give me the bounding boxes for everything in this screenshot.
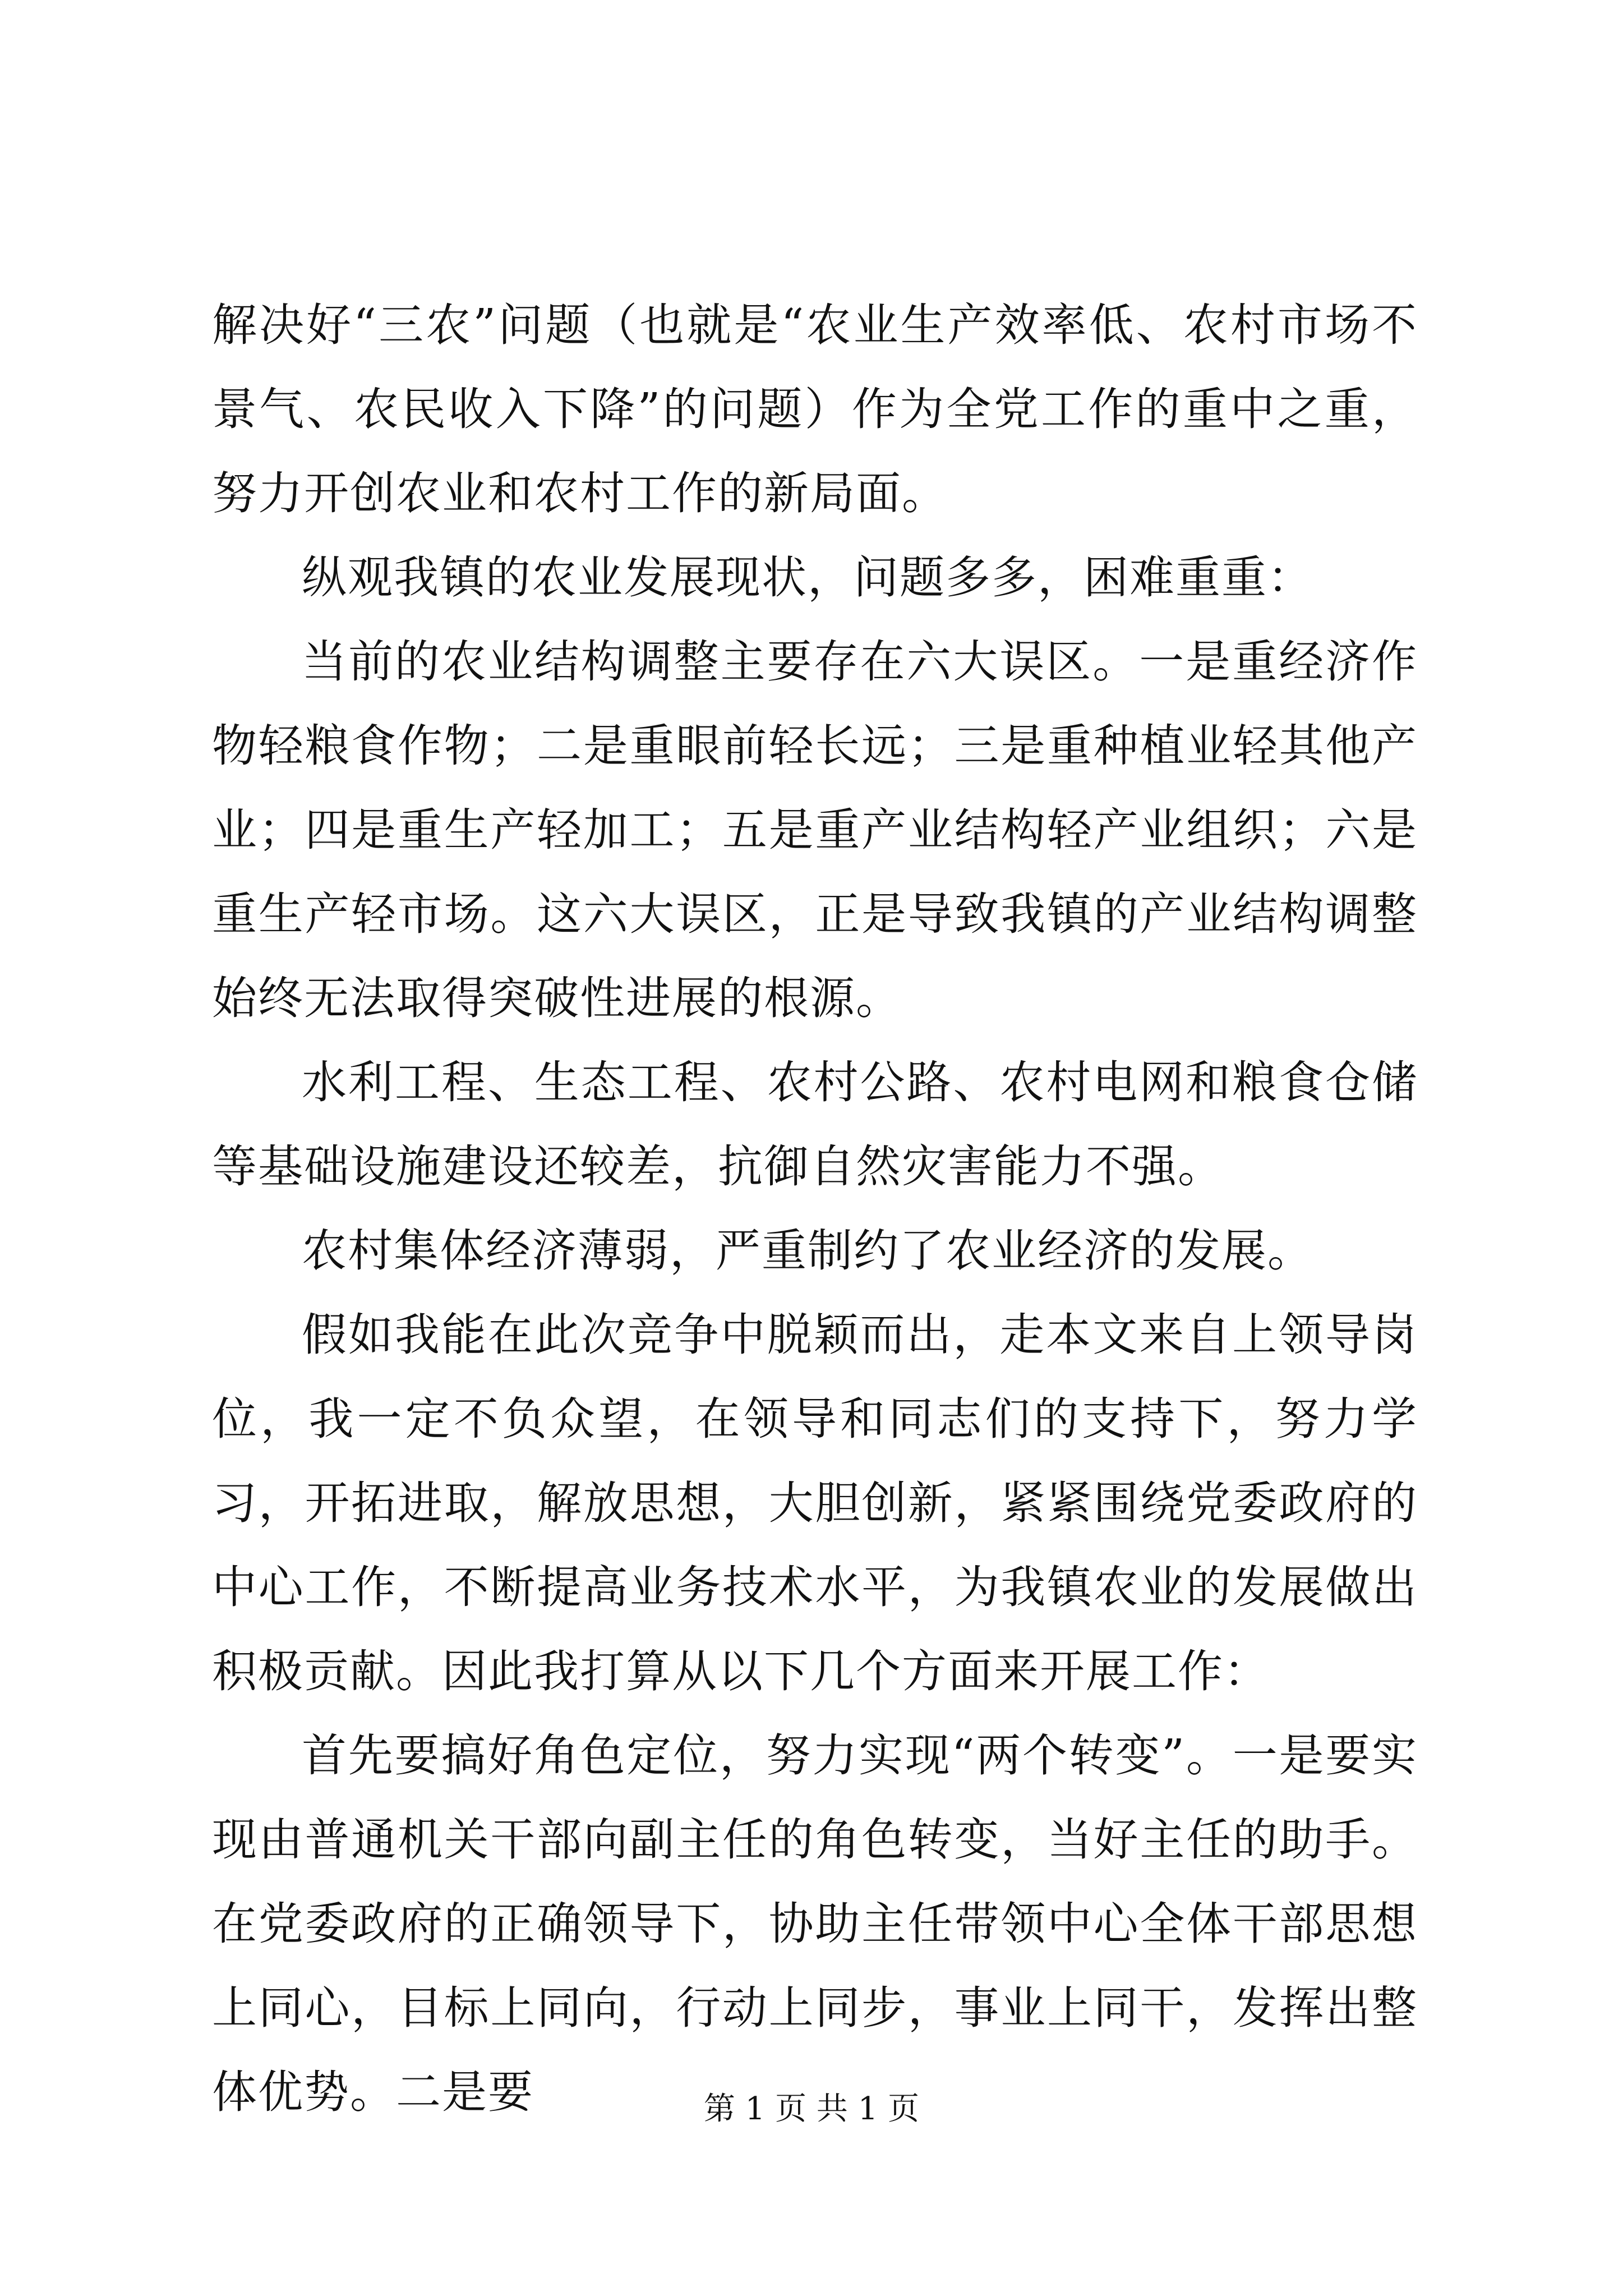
paragraph-5: 农村集体经济薄弱，严重制约了农业经济的发展。 — [302, 1225, 1313, 1277]
paragraph-3: 当前的农业结构调整主要存在六大误区。一是重经济作物轻粮食作物；二是重眼前轻长远；三是重种植业轻其他产业；四是重生产轻加工；五是重产业结构轻产业组织；六是重生产轻市场。这六大误区，正是导致我镇的产业结构调整始终无法取得突破性进展的根源。 — [212, 636, 1418, 1024]
paragraph-7: 首先要搞好角色定位，努力实现“两个转变”。一是要实现由普通机关干部向副主任的角色转变，当好主任的助手。在党委政府的正确领导下，协助主任带领中心全体干部思想上同心，目标上同向，行动上同步，事业上同干，发挥出整体优势。二是要 — [212, 1729, 1418, 2118]
paragraph-2: 纵观我镇的农业发展现状，问题多多，困难重重： — [302, 551, 1313, 604]
page-footer: 第 1 页 共 1 页 — [703, 2091, 920, 2127]
paragraph-1: 解决好“三农”问题（也就是“农业生产效率低、农村市场不景气、农民收入下降”的问题）作为全党工作的重中之重，努力开创农业和农村工作的新局面。 — [212, 299, 1418, 519]
paragraph-4: 水利工程、生态工程、农村公路、农村电网和粮食仓储等基础设施建设还较差，抗御自然灾害能力不强。 — [212, 1056, 1418, 1193]
document-body — [212, 283, 1418, 2134]
paragraph-6: 假如我能在此次竞争中脱颖而出，走本文来自上领导岗位，我一定不负众望，在领导和同志们的支持下，努力学习，开拓进取，解放思想，大胆创新，紧紧围绕党委政府的中心工作，不断提高业务技术水平，为我镇农业的发展做出积极贡献。因此我打算从以下几个方面来开展工作： — [212, 1309, 1418, 1697]
